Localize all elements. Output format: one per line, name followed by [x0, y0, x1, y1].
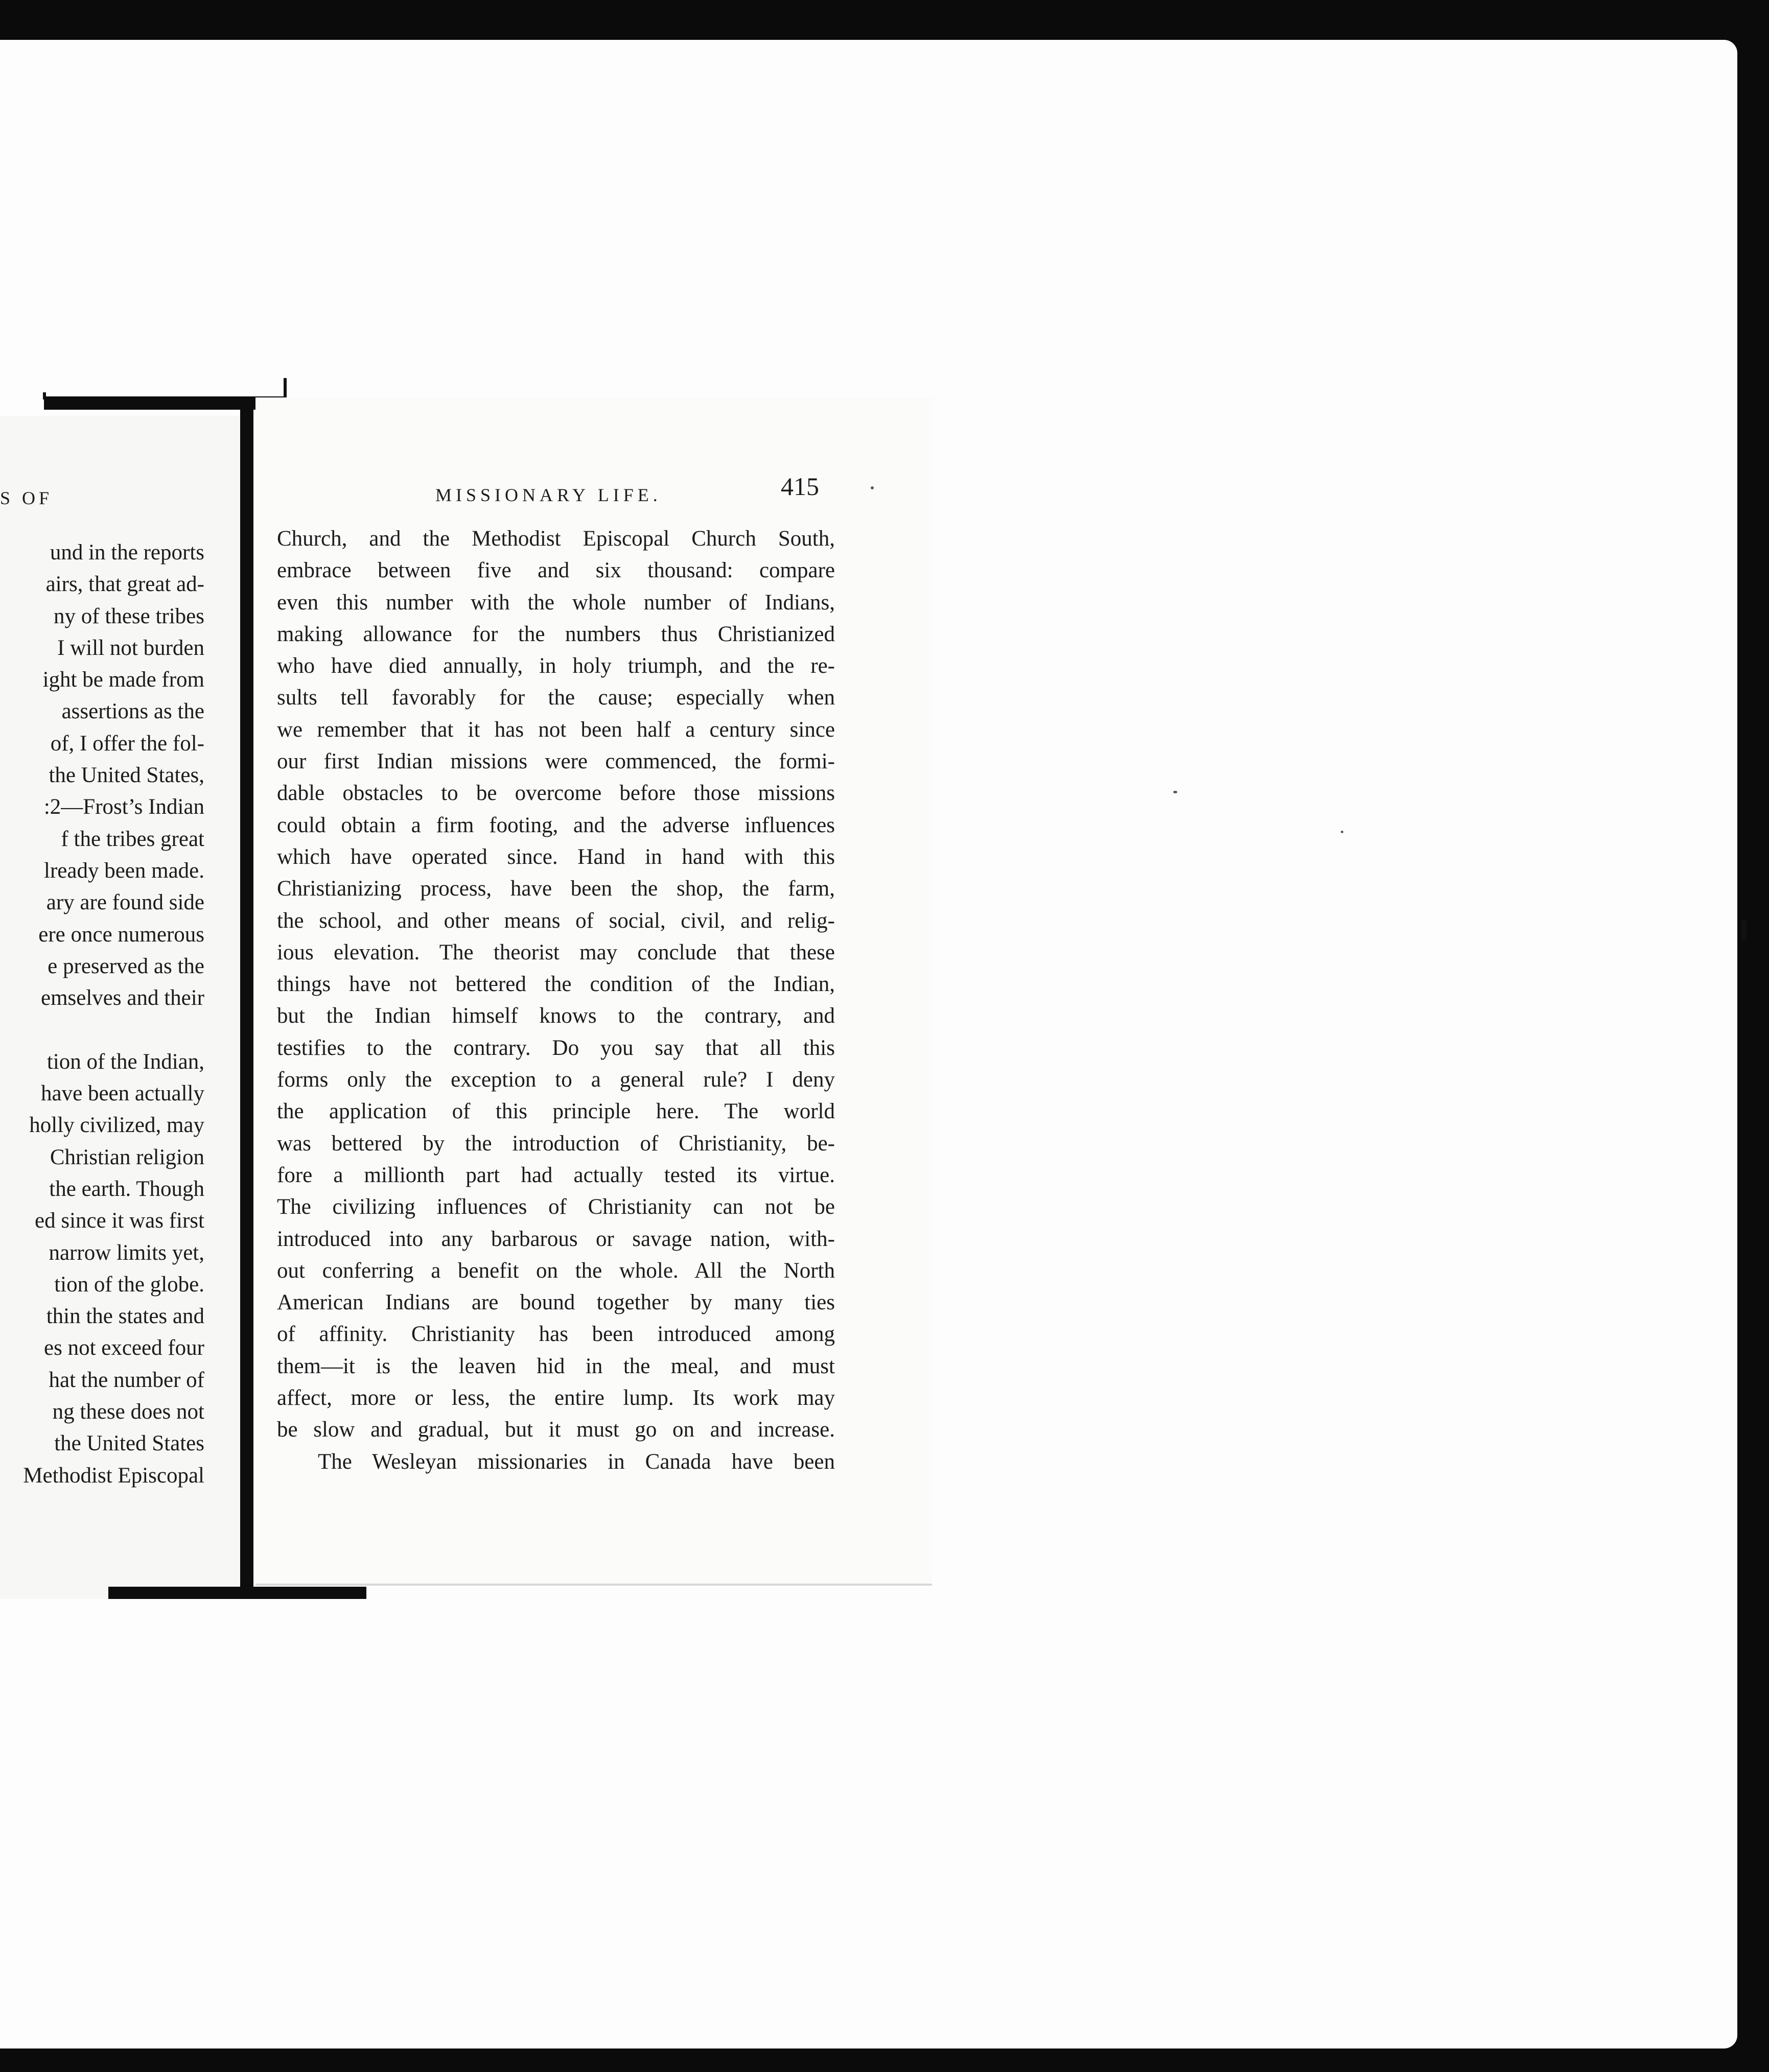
- scan-speck: [1173, 791, 1177, 793]
- left-text-line: the earth. Though: [49, 1176, 204, 1201]
- left-text-line: holly civilized, may: [29, 1113, 204, 1138]
- text-line: dable obstacles to be overcome before those missions: [277, 781, 835, 806]
- left-text-line: ary are found side: [46, 890, 204, 915]
- text-line: introduced into any barbarous or savage nation, with-: [277, 1227, 835, 1251]
- text-line: the school, and other means of social, civil, and relig-: [277, 908, 835, 933]
- text-line: American Indians are bound together by many ties: [277, 1290, 835, 1315]
- text-line: testifies to the contrary. Do you say that all this: [277, 1035, 835, 1060]
- crop-bracket-top: [44, 396, 287, 410]
- text-line: was bettered by the introduction of Christianity, be-: [277, 1131, 835, 1156]
- scan-speck: [871, 486, 874, 489]
- text-line: our first Indian missions were commenced, the formi-: [277, 749, 835, 774]
- text-line: Christianizing process, have been the shop, the farm,: [277, 877, 835, 901]
- text-line: things have not bettered the condition of the Indian,: [277, 972, 835, 997]
- text-line: ious elevation. The theorist may conclude that these: [277, 940, 835, 964]
- left-text-line: :2—Frost’s Indian: [43, 795, 204, 819]
- scan-speck: [1741, 920, 1747, 940]
- left-text-line: thin the states and: [46, 1304, 204, 1329]
- crop-mark: [284, 378, 287, 398]
- crop-mark: [43, 392, 46, 399]
- text-line: of affinity. Christianity has been introduced among: [277, 1322, 835, 1347]
- text-line: fore a millionth part had actually tested its virtue.: [277, 1163, 835, 1187]
- running-head: MISSIONARY LIFE.: [435, 485, 662, 505]
- left-text-line: the United States: [54, 1431, 204, 1456]
- left-text-line: lready been made.: [44, 858, 204, 883]
- text-line: embrace between five and six thousand: compare: [277, 558, 835, 583]
- left-text-line: narrow limits yet,: [49, 1240, 204, 1265]
- left-text-line: ight be made from: [42, 668, 204, 692]
- left-text-line: the United States,: [49, 763, 204, 788]
- left-text-line: ere once numerous: [38, 922, 204, 947]
- left-text-line: [0, 1014, 204, 1046]
- text-line: be slow and gradual, but it must go on and increase.: [277, 1418, 835, 1442]
- left-text-line: f the tribes great: [61, 827, 204, 851]
- left-text-line: Methodist Episcopal: [23, 1463, 204, 1488]
- text-line: who have died annually, in holy triumph, and the re-: [277, 654, 835, 678]
- body-text: [277, 523, 835, 1478]
- left-text-line: ng these does not: [52, 1400, 204, 1424]
- left-text-line: airs, that great ad-: [45, 572, 204, 597]
- left-text-line: emselves and their: [40, 986, 204, 1010]
- left-text-line: have been actually: [41, 1081, 204, 1106]
- crop-bracket-vertical: [240, 409, 253, 1595]
- left-page: [0, 416, 240, 1599]
- text-line: Church, and the Methodist Episcopal Church South,: [277, 527, 835, 551]
- text-line: could obtain a firm footing, and the adverse influences: [277, 813, 835, 837]
- page-number: 415: [781, 472, 819, 501]
- left-text-line: I will not burden: [57, 635, 204, 660]
- left-text-line: es not exceed four: [44, 1336, 204, 1360]
- left-text-line: und in the reports: [50, 540, 204, 564]
- text-line: but the Indian himself knows to the contrary, and: [277, 1004, 835, 1028]
- text-line: The civilizing influences of Christianity can not be: [277, 1195, 835, 1219]
- left-text-line: of, I offer the fol-: [50, 731, 204, 756]
- left-text-line: assertions as the: [61, 699, 204, 724]
- text-line: them—it is the leaven hid in the meal, and must: [277, 1354, 835, 1378]
- left-text-line: ny of these tribes: [54, 604, 204, 628]
- scan-speck: [1341, 831, 1343, 833]
- text-line: The Wesleyan missionaries in Canada have been: [318, 1449, 835, 1474]
- text-line: making allowance for the numbers thus Christianized: [277, 622, 835, 646]
- text-line: the application of this principle here. The world: [277, 1099, 835, 1124]
- text-line: even this number with the whole number of Indians,: [277, 590, 835, 615]
- left-text-line: tion of the Indian,: [46, 1049, 204, 1074]
- text-line: which have operated since. Hand in hand with this: [277, 844, 835, 869]
- left-running-head: S OF: [0, 488, 53, 508]
- crop-bracket-bottom: [108, 1587, 366, 1599]
- text-line: sults tell favorably for the cause; especially when: [277, 686, 835, 710]
- left-text-line: ed since it was first: [35, 1209, 204, 1233]
- text-line: forms only the exception to a general rule? I deny: [277, 1068, 835, 1092]
- text-line: affect, more or less, the entire lump. Its work may: [277, 1386, 835, 1410]
- book-page: [255, 397, 932, 1586]
- text-line: out conferring a benefit on the whole. All the North: [277, 1258, 835, 1283]
- left-text-line: Christian religion: [50, 1145, 204, 1169]
- left-text-line: hat the number of: [49, 1368, 204, 1392]
- text-line: we remember that it has not been half a century since: [277, 717, 835, 742]
- left-text-line: e preserved as the: [48, 954, 204, 978]
- left-text-line: tion of the globe.: [54, 1272, 204, 1297]
- left-page-text: [0, 537, 204, 1492]
